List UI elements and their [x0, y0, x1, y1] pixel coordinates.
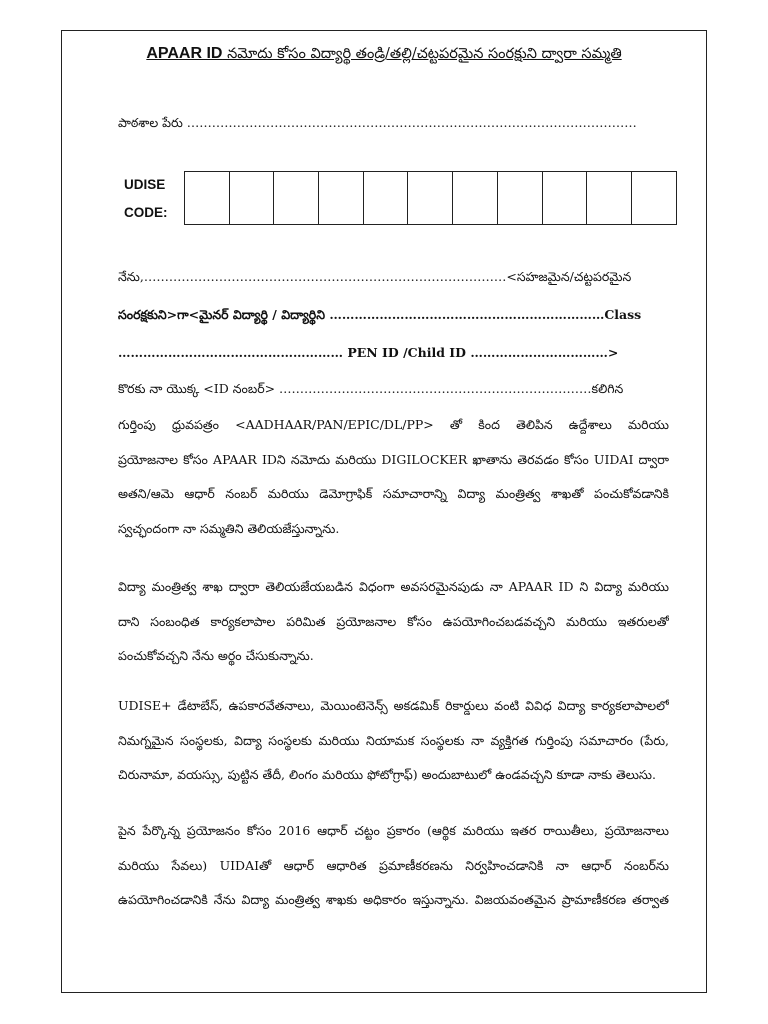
udise-code-box[interactable]	[319, 172, 364, 224]
form-title	[62, 45, 706, 66]
consent-line-2: సంరక్షకుని>గా<మైనర్ విద్యార్థి / విద్యార్థిని …………………………………………………………Class	[118, 307, 642, 322]
paragraph-2-line: విద్యా మంత్రిత్వ శాఖ ద్వారా తెలియజేయబడిన విధంగా అవసరమైనపుడు నా APAAR ID ని విద్యా మరియు	[118, 579, 669, 594]
udise-code-box[interactable]	[498, 172, 543, 224]
paragraph-1	[118, 408, 669, 546]
udise-code-label	[124, 171, 168, 227]
paragraph-1-line: గుర్తింపు ధ్రువపత్రం <AADHAAR/PAN/EPIC/DL/PP> తో కింద తెలిపిన ఉద్దేశాలు మరియు	[118, 417, 669, 432]
paragraph-4-line: ఉపయోగించడానికి నేను విద్యా మంత్రిత్వ శాఖకు అధికారం ఇస్తున్నాను. విజయవంతమైన ప్రామాణీకరణ తర్వాత	[118, 892, 669, 907]
consent-line-4: కొరకు నా యొక్క <ID నంబర్> …………………………………………………………………కలిగిన	[118, 381, 624, 396]
consent-line-1: నేను,……………………………………………………………………………<సహజమైన/చట్టపరమైన	[118, 269, 632, 284]
paragraph-2-line: దాని సంబంధిత కార్యకలాపాల పరిమిత ప్రయోజనాల కోసం ఉపయోగించబడవచ్చని మరియు ఇతరులతో	[118, 613, 669, 629]
paragraph-1-line: అతని/ఆమె ఆధార్ నంబర్ మరియు డెమోగ్రాఫిక్ సమాచారాన్ని విద్యా మంత్రిత్వ శాఖతో పంచుకోవడానికి	[118, 486, 669, 501]
consent-form-page	[61, 30, 707, 993]
consent-line-3: ……………………………………………… PEN ID /Child ID ……………………………>	[118, 345, 619, 360]
udise-label-line2: CODE:	[124, 205, 168, 220]
udise-code-boxes	[184, 171, 677, 225]
paragraph-2-line: పంచుకోవచ్చని నేను అర్థం చేసుకున్నాను.	[118, 648, 314, 663]
udise-code-box[interactable]	[274, 172, 319, 224]
udise-code-box[interactable]	[453, 172, 498, 224]
paragraph-4	[118, 814, 669, 918]
udise-code-box[interactable]	[543, 172, 588, 224]
paragraph-3-line: చిరునామా, వయస్సు, పుట్టిన తేదీ, లింగం మరియు ఫోటోగ్రాఫ్) అందుబాటులో ఉండవచ్చని కూడా నాకు తెలుసు.	[118, 767, 656, 782]
paragraph-3	[118, 689, 669, 793]
udise-label-line1: UDISE	[124, 177, 166, 192]
paragraph-1-line: ప్రయోజనాల కోసం APAAR IDని నమోదు మరియు DIGILOCKER ఖాతాను తెరవడం కోసం UIDAI ద్వారా	[118, 451, 669, 467]
paragraph-4-line: మరియు సేవలు) UIDAIతో ఆధార్ ఆధారిత ప్రమాణీకరణను నిర్వహించడానికి నా ఆధార్ నంబర్‌ను	[118, 857, 669, 873]
paragraph-4-line: పైన పేర్కొన్న ప్రయోజనం కోసం 2016 ఆధార్ చట్టం ప్రకారం (ఆర్థిక మరియు ఇతర రాయితీలు, ప్రయోజనాలు	[118, 823, 669, 838]
udise-code-box[interactable]	[185, 172, 230, 224]
form-title-apaar: APAAR ID	[146, 45, 223, 62]
udise-code-box[interactable]	[230, 172, 275, 224]
udise-code-box[interactable]	[632, 172, 677, 224]
udise-code-box[interactable]	[364, 172, 409, 224]
paragraph-1-line: స్వచ్ఛందంగా నా సమ్మతిని తెలియజేస్తున్నాను.	[118, 520, 340, 536]
form-title-rest: నమోదు కోసం విద్యార్థి తండ్రి/తల్లి/చట్టపరమైన సంరక్షుని ద్వారా సమ్మతి	[222, 46, 622, 62]
udise-code-box[interactable]	[587, 172, 632, 224]
paragraph-2	[118, 570, 669, 674]
paragraph-3-line: UDISE+ డేటాబేస్, ఉపకారవేతనాలు, మెయింటెనెన్స్ అకడమిక్ రికార్డులు వంటి వివిధ విద్యా కార్యకలాపాలలో	[118, 698, 669, 713]
school-name-line: పాఠశాల పేరు ………………………………………………………………………………………………	[118, 115, 637, 130]
paragraph-3-line: నిమగ్నమైన సంస్థలకు, విద్యా సంస్థలకు మరియు నియామక సంస్థలకు నా వ్యక్తిగత గుర్తింపు సమాచారం (పేరు,	[118, 732, 669, 748]
udise-code-box[interactable]	[408, 172, 453, 224]
